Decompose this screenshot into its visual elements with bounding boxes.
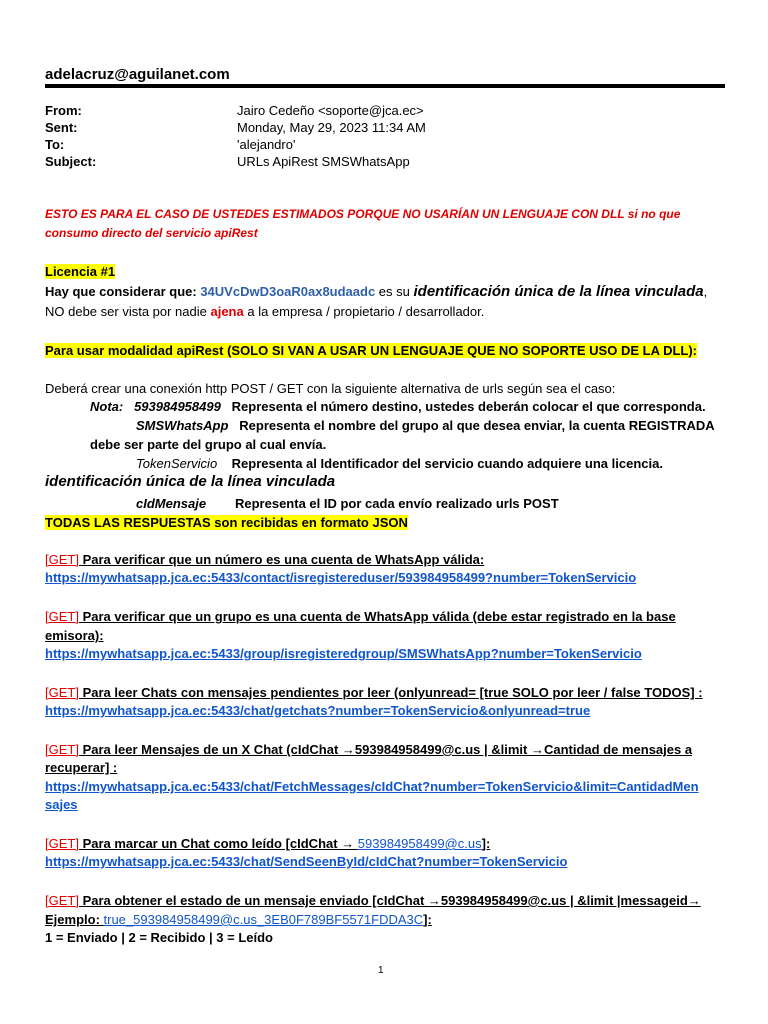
- get-tag: [GET]: [45, 836, 79, 851]
- header-label: Sent:: [45, 120, 78, 135]
- endpoint-desc-text: Para verificar que un número es una cuenta de WhatsApp válida:: [78, 552, 485, 567]
- note-token-value: TokenServicio: [136, 456, 218, 471]
- license-comma: ,: [703, 284, 708, 299]
- note-label: Nota:: [90, 399, 124, 414]
- endpoint-desc: [45, 551, 735, 568]
- endpoint-url-link-cont[interactable]: sajes: [45, 797, 78, 812]
- note-emphasis: [45, 473, 735, 490]
- note-token-desc: Representa al Identificador del servicio cuando adquiere una licencia.: [231, 456, 663, 471]
- license-line-2: [45, 303, 735, 320]
- note-group-desc: Representa el nombre del grupo al que desea enviar, la cuenta REGISTRADA: [239, 418, 715, 433]
- page-number: 1: [378, 965, 384, 976]
- note-number: [90, 398, 768, 415]
- header-sent: [45, 120, 725, 137]
- json-notice: [45, 514, 735, 531]
- header-from: [45, 103, 725, 120]
- header-divider: [45, 84, 725, 88]
- header-label: Subject:: [45, 154, 97, 169]
- endpoint-desc: [45, 892, 735, 909]
- endpoint-desc-text: Para leer Mensajes de un X Chat (cIdChat →593984958499@c.us | &limit →Cantidad de mensajes a: [78, 742, 693, 757]
- example-id-link[interactable]: true_593984958499@c.us_3EB0F789BF5571FDDA3C: [103, 912, 424, 927]
- license-heading-text: Licencia #1: [45, 264, 116, 279]
- note-number-desc: Representa el número destino, ustedes deberán colocar el que corresponda.: [231, 399, 706, 414]
- endpoint-desc-cont: emisora):: [45, 628, 104, 643]
- header-value: Jairo Cedeño <soporte@jca.ec>: [237, 103, 424, 118]
- license-line2-red: ajena: [210, 304, 244, 319]
- get-tag: [GET]: [45, 609, 79, 624]
- header-value: 'alejandro': [237, 137, 296, 152]
- license-prefix: Hay que considerar que:: [45, 284, 201, 299]
- apirest-heading: [45, 342, 735, 359]
- notice-line: consumo directo del servicio apiRest: [45, 226, 258, 240]
- endpoint-desc: [45, 741, 735, 758]
- chat-id-link[interactable]: 593984958499@c.us: [357, 836, 482, 851]
- license-line: [45, 283, 735, 300]
- endpoint-desc-end: ]:: [481, 836, 491, 851]
- endpoint-desc-text: Para obtener el estado de un mensaje enviado [cIdChat →593984958499@c.us | &limit |messageid→: [78, 893, 701, 908]
- notice-line: ESTO ES PARA EL CASO DE USTEDES ESTIMADOS PORQUE NO USARÍAN UN LENGUAJE CON DLL si no que: [45, 207, 681, 221]
- intro-text: Deberá crear una conexión http POST / GET con la siguiente alternativa de urls según sea el caso:: [45, 381, 616, 396]
- endpoint-desc-text: Para leer Chats con mensajes pendientes por leer (onlyunread= [true SOLO por leer / false TODOS] :: [78, 685, 703, 700]
- endpoint-url-link[interactable]: https://mywhatsapp.jca.ec:5433/chat/SendSeenById/cIdChat?number=TokenServicio: [45, 854, 568, 869]
- header-to: [45, 137, 725, 154]
- example-end: ]:: [423, 912, 432, 927]
- note-group-value: SMSWhatsApp: [136, 418, 229, 433]
- endpoint-desc: [45, 608, 735, 625]
- note-msg: [136, 495, 768, 512]
- example-label: Ejemplo:: [45, 912, 104, 927]
- get-tag: [GET]: [45, 893, 79, 908]
- note-msg-desc: Representa el ID por cada envío realizado urls POST: [235, 496, 559, 511]
- endpoint-desc: [45, 835, 735, 852]
- apirest-heading-text: Para usar modalidad apiRest (SOLO SI VAN A USAR UN LENGUAJE QUE NO SOPORTE USO DE LA DLL):: [45, 343, 698, 358]
- license-heading: [45, 263, 735, 280]
- license-token: 34UVcDwD3oaR0ax8udaadc: [200, 284, 376, 299]
- note-msg-value: cIdMensaje: [136, 496, 207, 511]
- endpoint-desc-cont: [45, 911, 735, 928]
- note-group-cont: [90, 436, 768, 453]
- get-tag: [GET]: [45, 685, 79, 700]
- account-address: adelacruz@aguilanet.com: [45, 66, 230, 83]
- endpoint-desc-cont: recuperar] :: [45, 760, 118, 775]
- header-value: URLs ApiRest SMSWhatsApp: [237, 154, 410, 169]
- license-mid: es su: [375, 284, 414, 299]
- header-label: To:: [45, 137, 65, 152]
- status-codes: 1 = Enviado | 2 = Recibido | 3 = Leído: [45, 930, 273, 945]
- note-token: [136, 455, 768, 472]
- endpoint-desc-text: Para marcar un Chat como leído [cIdChat →: [78, 836, 358, 851]
- note-group-desc2: debe ser parte del grupo al cual envía.: [90, 437, 327, 452]
- note-number-value: 593984958499: [134, 399, 221, 414]
- endpoint-desc-text: Para verificar que un grupo es una cuenta de WhatsApp válida (debe estar registrado en la base: [78, 609, 676, 624]
- get-tag: [GET]: [45, 552, 79, 567]
- header-label: From:: [45, 103, 82, 118]
- license-emphasis: identificación única de la línea vinculada: [413, 283, 704, 300]
- json-notice-text: TODAS LAS RESPUESTAS son recibidas en formato JSON: [45, 515, 408, 530]
- endpoint-url-link[interactable]: https://mywhatsapp.jca.ec:5433/chat/FetchMessages/cIdChat?number=TokenServicio&limit=CantidadMen: [45, 779, 699, 794]
- endpoint-url-link[interactable]: https://mywhatsapp.jca.ec:5433/contact/isregistereduser/593984958499?number=TokenServicio: [45, 570, 637, 585]
- license-line2-a: NO debe ser vista por nadie: [45, 304, 211, 319]
- header-value: Monday, May 29, 2023 11:34 AM: [237, 120, 426, 135]
- endpoint-desc: [45, 684, 735, 701]
- endpoint-url-link[interactable]: https://mywhatsapp.jca.ec:5433/group/isregisteredgroup/SMSWhatsApp?number=TokenServicio: [45, 646, 642, 661]
- note-emphasis-text: identificación única de la línea vinculada: [45, 473, 336, 490]
- get-tag: [GET]: [45, 742, 79, 757]
- license-line2-b: a la empresa / propietario / desarrollador.: [243, 304, 485, 319]
- note-group: [136, 417, 768, 434]
- endpoint-url-link[interactable]: https://mywhatsapp.jca.ec:5433/chat/getchats?number=TokenServicio&onlyunread=true: [45, 703, 591, 718]
- header-subject: [45, 154, 725, 171]
